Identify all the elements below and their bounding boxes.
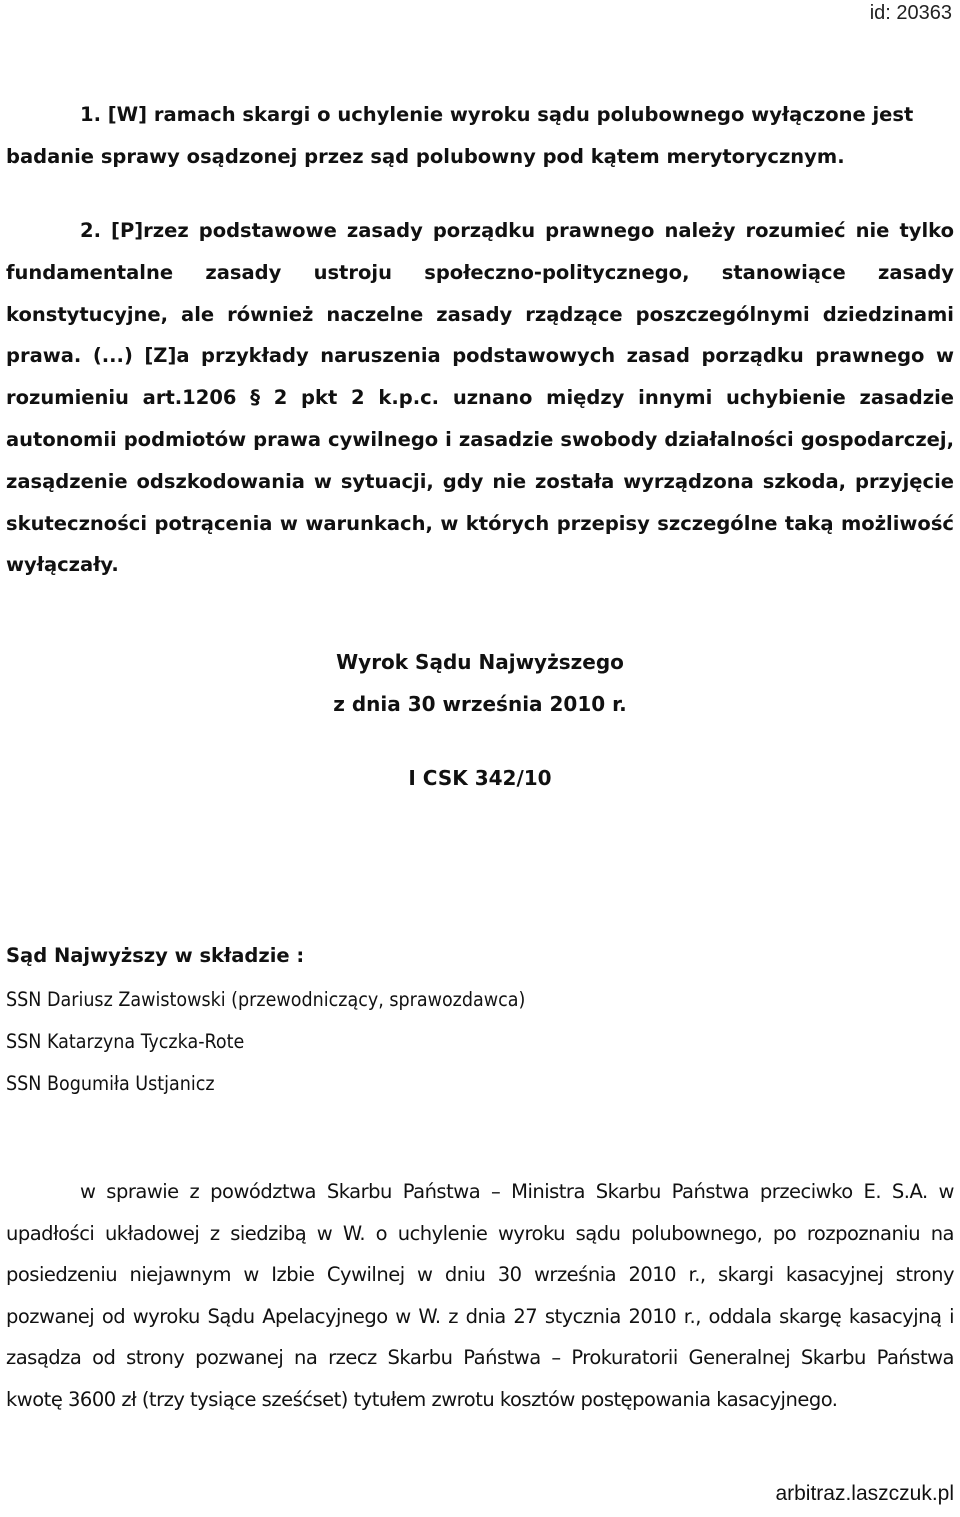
case-signature: I CSK 342/10: [408, 766, 552, 790]
judgment-title: Wyrok Sądu Najwyższego: [336, 650, 624, 674]
thesis-paragraph-1: 1. [W] ramach skargi o uchylenie wyroku sądu polubownego wyłączone jest badanie sprawy osądzonej przez sąd polubowny pod kątem merytorycznym.: [6, 103, 914, 168]
judge-1: SSN Dariusz Zawistowski (przewodniczący, sprawozdawca): [6, 988, 526, 1011]
footer-source: arbitraz.laszczuk.pl: [775, 1482, 954, 1505]
judge-3: SSN Bogumiła Ustjanicz: [6, 1072, 215, 1095]
judgment-date: z dnia 30 września 2010 r.: [333, 692, 627, 716]
judge-2: SSN Katarzyna Tyczka-Rote: [6, 1030, 245, 1053]
document-id: id: 20363: [869, 2, 952, 24]
court-composition-heading: Sąd Najwyższy w składzie :: [6, 944, 305, 967]
ruling-paragraph: w sprawie z powództwa Skarbu Państwa – Ministra Skarbu Państwa przeciwko E. S.A. w upadłości układowej z siedzibą w W. o uchylenie wyroku sądu polubownego, po rozpoznaniu na posiedzeniu niejawnym w Izbie Cywilnej w dniu 30 września 2010 r., skargi kasacyjnej strony pozwanej od wyroku Sądu Apelacyjnego w W. z dnia 27 stycznia 2010 r., oddala skargę kasacyjną i zasądza od strony pozwanej na rzecz Skarbu Państwa – Prokuratorii Generalnej Skarbu Państwa kwotę 3600 zł (trzy tysiące sześćset) tytułem zwrotu kosztów postępowania kasacyjnego.: [6, 1180, 954, 1411]
thesis-paragraph-2: 2. [P]rzez podstawowe zasady porządku prawnego należy rozumieć nie tylko fundamentalne zasady ustroju społeczno-politycznego, stanowiące zasady konstytucyjne, ale również naczelne zasady rządzące poszczególnymi dziedzinami prawa. (...) [Z]a przykłady naruszenia podstawowych zasad porządku prawnego w rozumieniu art.1206 § 2 pkt 2 k.p.c. uznano między innymi uchybienie zasadzie autonomii podmiotów prawa cywilnego i zasadzie swobody działalności gospodarczej, zasądzenie odszkodowania w sytuacji, gdy nie została wyrządzona szkoda, przyjęcie skuteczności potrącenia w warunkach, w których przepisy szczególne taką możliwość wyłączały.: [6, 219, 954, 577]
